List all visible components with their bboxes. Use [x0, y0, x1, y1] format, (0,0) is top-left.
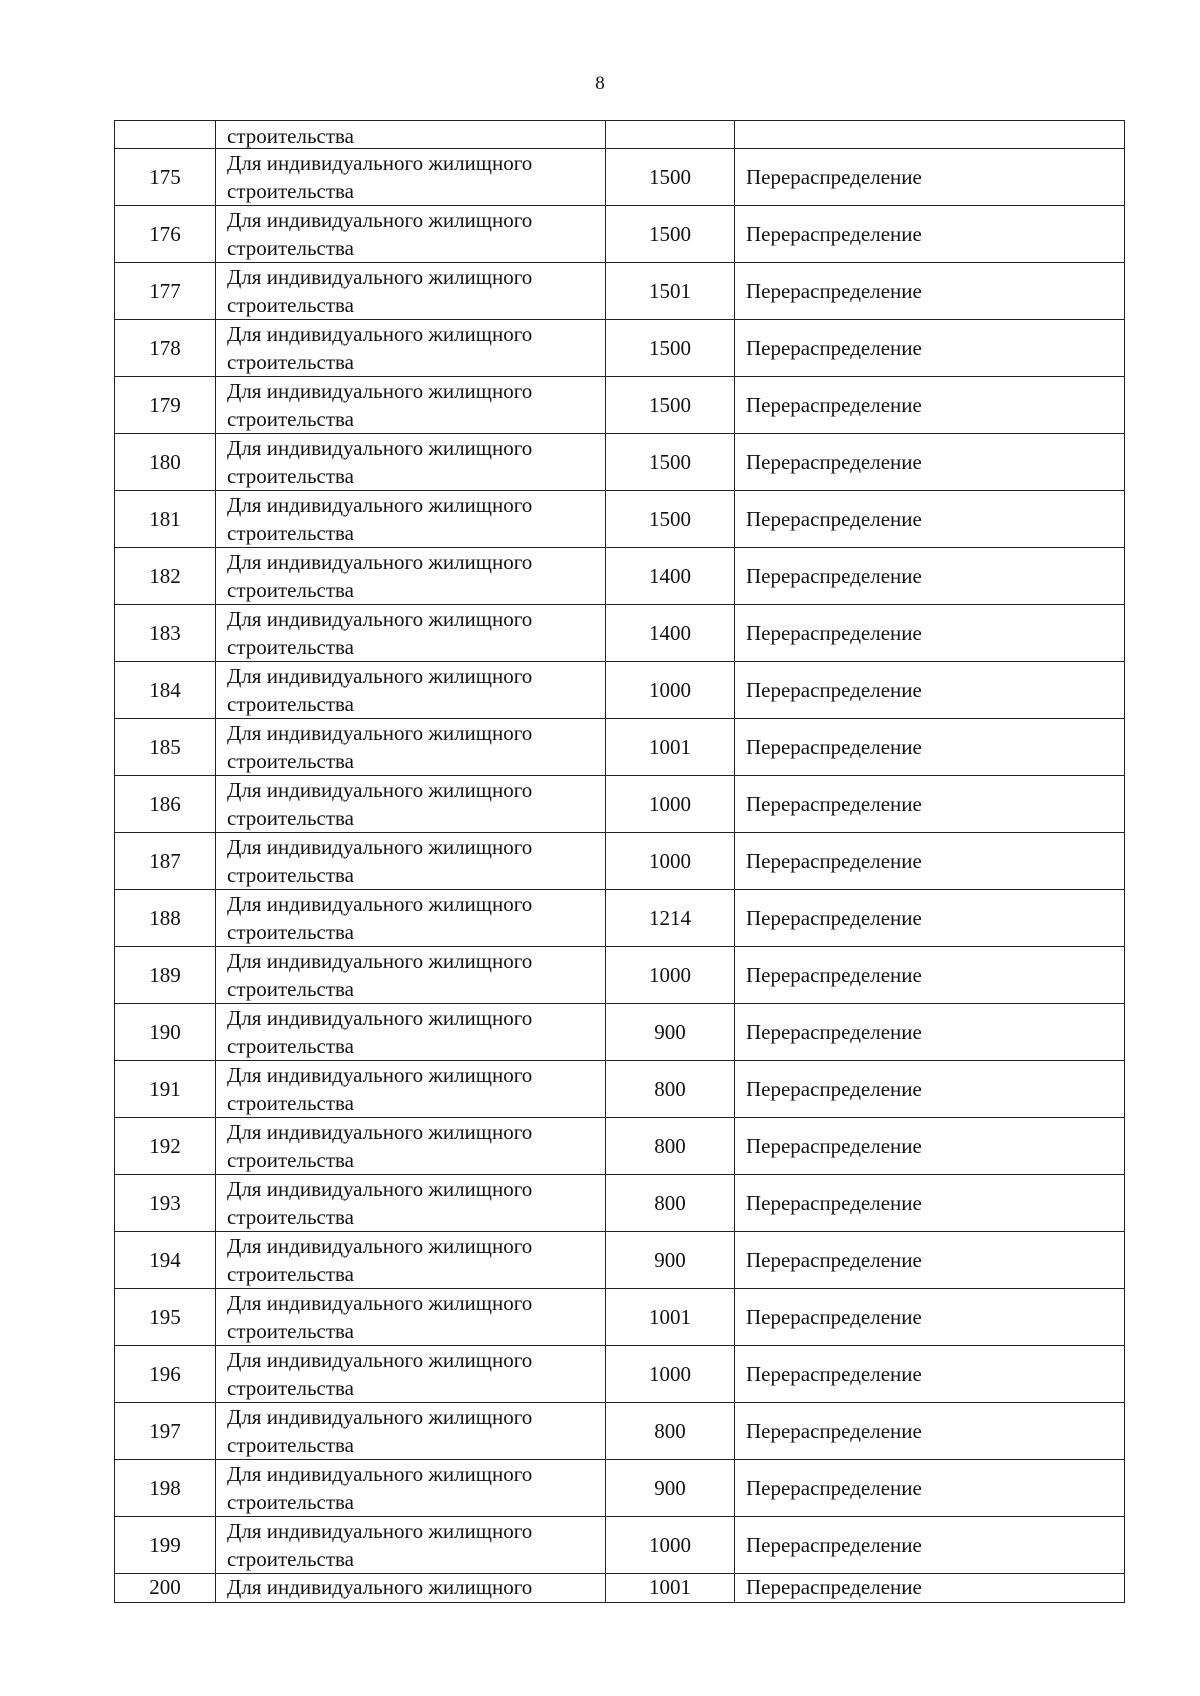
method-cell: Перераспределение — [735, 149, 1125, 206]
permitted-use-line-1: Для индивидуального жилищного — [227, 379, 533, 403]
area-cell — [606, 121, 735, 149]
row-number-cell: 199 — [115, 1517, 216, 1574]
permitted-use-line-1: Для индивидуального жилищного — [227, 1006, 533, 1030]
permitted-use-line-2: строительства — [227, 1547, 355, 1571]
permitted-use-line-2: строительства — [227, 293, 355, 317]
row-number-cell: 178 — [115, 320, 216, 377]
area-cell: 1000 — [606, 662, 735, 719]
area-cell: 1000 — [606, 833, 735, 890]
permitted-use-line-1: Для индивидуального жилищного — [227, 721, 533, 745]
table-row — [115, 833, 1125, 890]
method-cell: Перераспределение — [735, 833, 1125, 890]
row-number-cell: 183 — [115, 605, 216, 662]
permitted-use-cell — [216, 491, 606, 548]
method-cell: Перераспределение — [735, 1460, 1125, 1517]
permitted-use-line-2: строительства — [227, 1376, 355, 1400]
permitted-use-line-2: строительства — [227, 1433, 355, 1457]
table-row — [115, 1460, 1125, 1517]
area-cell: 1000 — [606, 947, 735, 1004]
method-cell: Перераспределение — [735, 206, 1125, 263]
area-cell: 1400 — [606, 548, 735, 605]
row-number-cell: 177 — [115, 263, 216, 320]
area-cell: 800 — [606, 1403, 735, 1460]
row-number-cell: 176 — [115, 206, 216, 263]
method-cell: Перераспределение — [735, 605, 1125, 662]
row-number-cell: 181 — [115, 491, 216, 548]
permitted-use-cell — [216, 1061, 606, 1118]
table-row — [115, 1346, 1125, 1403]
method-cell: Перераспределение — [735, 719, 1125, 776]
table-row — [115, 548, 1125, 605]
table-row — [115, 1517, 1125, 1574]
permitted-use-cell — [216, 662, 606, 719]
row-number-cell: 187 — [115, 833, 216, 890]
row-number-cell: 184 — [115, 662, 216, 719]
area-cell: 1001 — [606, 1289, 735, 1346]
method-cell — [735, 121, 1125, 149]
permitted-use-line-1: Для индивидуального жилищного — [227, 1462, 533, 1486]
permitted-use-line-2: строительства — [227, 521, 355, 545]
permitted-use-line-1: Для индивидуального жилищного — [227, 949, 533, 973]
row-number-cell: 179 — [115, 377, 216, 434]
table-row — [115, 320, 1125, 377]
table-row — [115, 434, 1125, 491]
permitted-use-line-1: Для индивидуального жилищного — [227, 1348, 533, 1372]
table-row — [115, 263, 1125, 320]
permitted-use-line-1: Для индивидуального жилищного — [227, 550, 533, 574]
permitted-use-line-2: строительства — [227, 692, 355, 716]
table-row — [115, 1289, 1125, 1346]
permitted-use-line-2: строительства — [227, 1262, 355, 1286]
permitted-use-line-1: Для индивидуального жилищного — [227, 1405, 533, 1429]
land-plot-table — [114, 120, 1125, 1603]
permitted-use-line-1: Для индивидуального жилищного — [227, 1177, 533, 1201]
permitted-use-line-1: Для индивидуального жилищного — [227, 1120, 533, 1144]
area-cell: 1500 — [606, 149, 735, 206]
page-number: 8 — [595, 73, 605, 94]
permitted-use-line-1: Для индивидуального жилищного — [227, 436, 533, 460]
permitted-use-line-2: строительства — [227, 806, 355, 830]
method-cell: Перераспределение — [735, 1061, 1125, 1118]
method-cell: Перераспределение — [735, 1118, 1125, 1175]
permitted-use-cell — [216, 1175, 606, 1232]
permitted-use-cell — [216, 1004, 606, 1061]
table-row — [115, 491, 1125, 548]
permitted-use-line-2: строительства — [227, 977, 355, 1001]
area-cell: 1000 — [606, 1346, 735, 1403]
table-row — [115, 377, 1125, 434]
table-row — [115, 1004, 1125, 1061]
row-number-cell: 186 — [115, 776, 216, 833]
area-cell: 1000 — [606, 1517, 735, 1574]
method-cell: Перераспределение — [735, 776, 1125, 833]
permitted-use-line-2: строительства — [227, 1034, 355, 1058]
area-cell: 1500 — [606, 434, 735, 491]
area-cell: 900 — [606, 1232, 735, 1289]
method-cell: Перераспределение — [735, 263, 1125, 320]
area-cell: 1500 — [606, 206, 735, 263]
permitted-use-cell — [216, 1517, 606, 1574]
permitted-use-cell — [216, 320, 606, 377]
permitted-use-cell: Для индивидуального жилищного — [216, 1574, 606, 1603]
permitted-use-cell — [216, 1346, 606, 1403]
permitted-use-line-2: строительства — [227, 578, 355, 602]
permitted-use-line-2: строительства — [227, 1490, 355, 1514]
permitted-use-cell — [216, 263, 606, 320]
permitted-use-line-2: строительства — [227, 635, 355, 659]
table-row — [115, 947, 1125, 1004]
permitted-use-line-2: строительства — [227, 863, 355, 887]
permitted-use-cell — [216, 833, 606, 890]
table-row — [115, 206, 1125, 263]
permitted-use-line-2: строительства — [227, 179, 355, 203]
permitted-use-cell — [216, 1118, 606, 1175]
row-number-cell: 192 — [115, 1118, 216, 1175]
method-cell: Перераспределение — [735, 890, 1125, 947]
area-cell: 1400 — [606, 605, 735, 662]
permitted-use-line-2: строительства — [227, 407, 355, 431]
row-number-cell: 194 — [115, 1232, 216, 1289]
table-row — [115, 1403, 1125, 1460]
row-number-cell: 175 — [115, 149, 216, 206]
permitted-use-line-1: Для индивидуального жилищного — [227, 493, 533, 517]
area-cell: 1500 — [606, 377, 735, 434]
method-cell: Перераспределение — [735, 1175, 1125, 1232]
method-cell: Перераспределение — [735, 1517, 1125, 1574]
permitted-use-line-1: Для индивидуального жилищного — [227, 322, 533, 346]
permitted-use-line-2: строительства — [227, 350, 355, 374]
permitted-use-cell — [216, 377, 606, 434]
permitted-use-line-1: Для индивидуального жилищного — [227, 664, 533, 688]
row-number-cell: 193 — [115, 1175, 216, 1232]
method-cell: Перераспределение — [735, 1289, 1125, 1346]
permitted-use-line-2: строительства — [227, 236, 355, 260]
area-cell: 1501 — [606, 263, 735, 320]
permitted-use-cell — [216, 776, 606, 833]
permitted-use-cell — [216, 206, 606, 263]
table-row — [115, 719, 1125, 776]
permitted-use-line-1: Для индивидуального жилищного — [227, 1291, 533, 1315]
permitted-use-cell — [216, 1232, 606, 1289]
method-cell: Перераспределение — [735, 1346, 1125, 1403]
area-cell: 1500 — [606, 491, 735, 548]
permitted-use-line-1: Для индивидуального жилищного — [227, 208, 533, 232]
table-body — [115, 121, 1125, 1603]
row-number-cell: 188 — [115, 890, 216, 947]
permitted-use-cell — [216, 1403, 606, 1460]
table-row — [115, 1175, 1125, 1232]
table-row — [115, 149, 1125, 206]
permitted-use-line-1: Для индивидуального жилищного — [227, 892, 533, 916]
row-number-cell: 180 — [115, 434, 216, 491]
permitted-use-cell — [216, 1289, 606, 1346]
permitted-use-line-1: Для индивидуального жилищного — [227, 151, 533, 175]
permitted-use-line-1: Для индивидуального жилищного — [227, 1519, 533, 1543]
permitted-use-cell — [216, 890, 606, 947]
permitted-use-line-2: строительства — [227, 464, 355, 488]
area-cell: 1001 — [606, 719, 735, 776]
area-cell: 800 — [606, 1175, 735, 1232]
permitted-use-line-1: Для индивидуального жилищного — [227, 1063, 533, 1087]
method-cell: Перераспределение — [735, 548, 1125, 605]
method-cell: Перераспределение — [735, 1403, 1125, 1460]
area-cell: 1000 — [606, 776, 735, 833]
method-cell: Перераспределение — [735, 662, 1125, 719]
row-number-cell: 191 — [115, 1061, 216, 1118]
table-row-last — [115, 1574, 1125, 1603]
table-row — [115, 890, 1125, 947]
permitted-use-cell — [216, 719, 606, 776]
permitted-use-cell — [216, 1460, 606, 1517]
row-number-cell: 190 — [115, 1004, 216, 1061]
method-cell: Перераспределение — [735, 1574, 1125, 1603]
table-row — [115, 1118, 1125, 1175]
area-cell: 1500 — [606, 320, 735, 377]
continuation-row — [115, 121, 1125, 149]
permitted-use-cell — [216, 947, 606, 1004]
permitted-use-line-2: строительства — [227, 1205, 355, 1229]
permitted-use-cell — [216, 149, 606, 206]
permitted-use-line-2: строительства — [227, 1319, 355, 1343]
permitted-use-line-2: строительства — [227, 920, 355, 944]
row-number-cell: 189 — [115, 947, 216, 1004]
permitted-use-line-1: Для индивидуального жилищного — [227, 835, 533, 859]
table-row — [115, 1061, 1125, 1118]
table-row — [115, 1232, 1125, 1289]
permitted-use-cell — [216, 434, 606, 491]
area-cell: 900 — [606, 1460, 735, 1517]
method-cell: Перераспределение — [735, 947, 1125, 1004]
permitted-use-line-2: строительства — [227, 749, 355, 773]
row-number-cell: 195 — [115, 1289, 216, 1346]
method-cell: Перераспределение — [735, 434, 1125, 491]
method-cell: Перераспределение — [735, 377, 1125, 434]
area-cell: 900 — [606, 1004, 735, 1061]
row-number-cell: 182 — [115, 548, 216, 605]
table-row — [115, 605, 1125, 662]
row-number-cell: 185 — [115, 719, 216, 776]
permitted-use-line-2: строительства — [227, 1148, 355, 1172]
row-number-cell: 200 — [115, 1574, 216, 1603]
method-cell: Перераспределение — [735, 1232, 1125, 1289]
area-cell: 800 — [606, 1118, 735, 1175]
row-number-cell — [115, 121, 216, 149]
row-number-cell: 196 — [115, 1346, 216, 1403]
table-row — [115, 776, 1125, 833]
area-cell: 800 — [606, 1061, 735, 1118]
row-number-cell: 197 — [115, 1403, 216, 1460]
permitted-use-cell: строительства — [216, 121, 606, 149]
permitted-use-line-1: Для индивидуального жилищного — [227, 778, 533, 802]
permitted-use-cell — [216, 605, 606, 662]
permitted-use-line-1: Для индивидуального жилищного — [227, 607, 533, 631]
permitted-use-line-1: Для индивидуального жилищного — [227, 265, 533, 289]
permitted-use-cell — [216, 548, 606, 605]
area-cell: 1001 — [606, 1574, 735, 1603]
method-cell: Перераспределение — [735, 1004, 1125, 1061]
method-cell: Перераспределение — [735, 491, 1125, 548]
permitted-use-line-2: строительства — [227, 1091, 355, 1115]
method-cell: Перераспределение — [735, 320, 1125, 377]
permitted-use-line-1: Для индивидуального жилищного — [227, 1234, 533, 1258]
area-cell: 1214 — [606, 890, 735, 947]
table-row — [115, 662, 1125, 719]
row-number-cell: 198 — [115, 1460, 216, 1517]
